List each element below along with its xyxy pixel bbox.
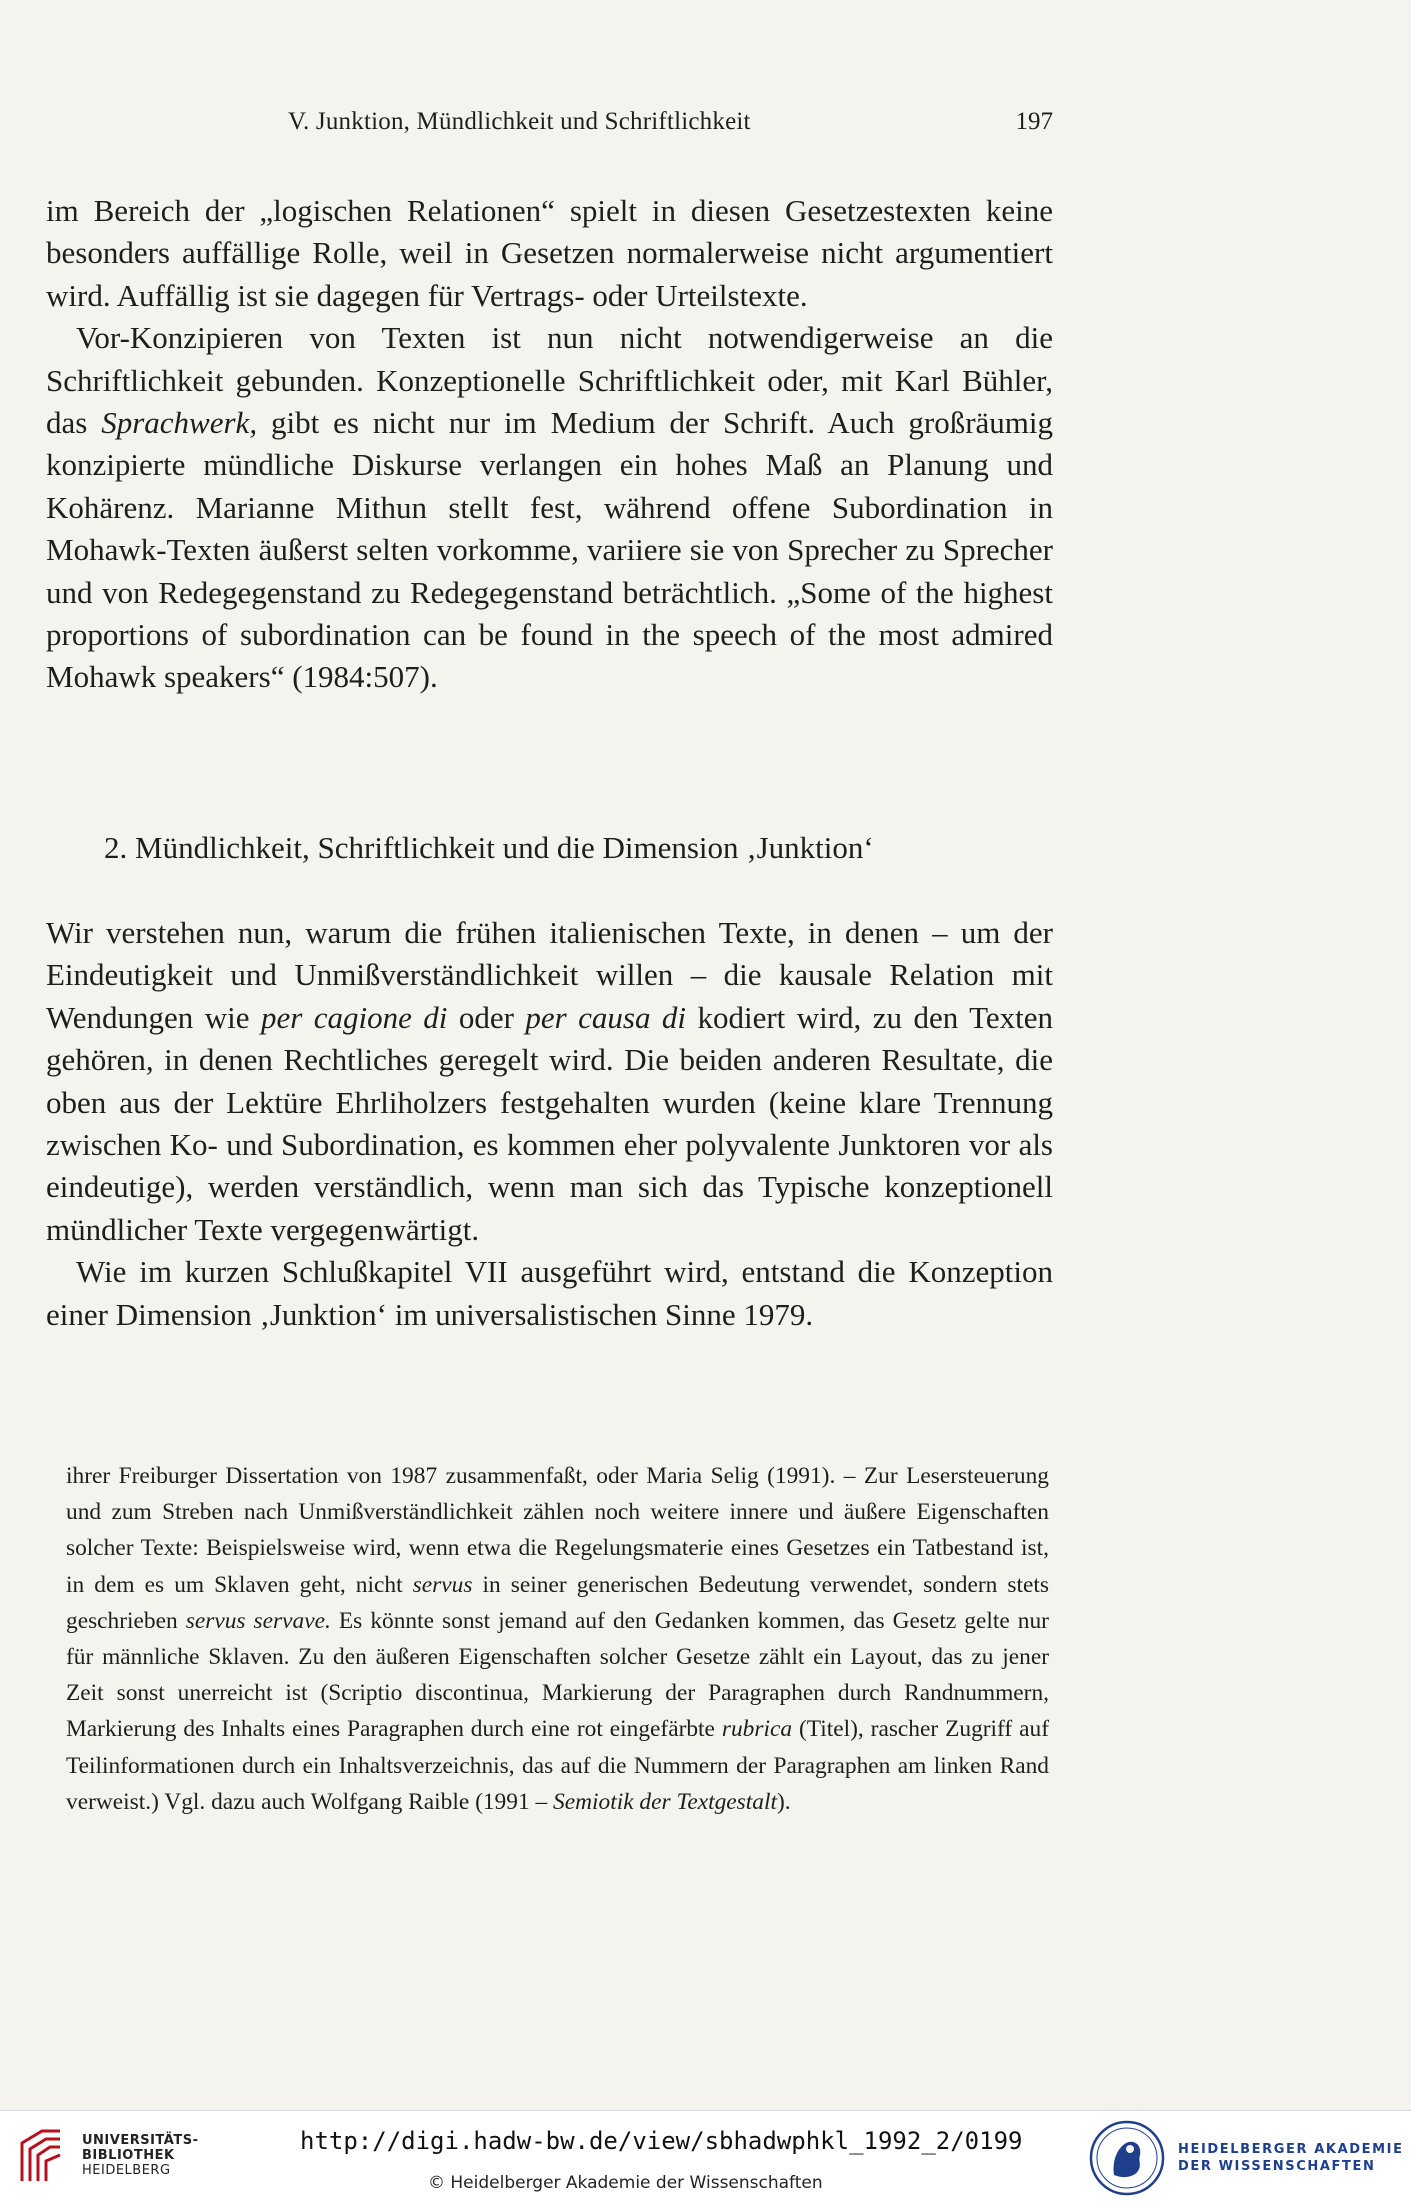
copyright-notice: © Heidelberger Akademie der Wissenschaften: [428, 2173, 823, 2193]
italic-term-sprachwerk: Sprachwerk,: [101, 405, 258, 441]
body-text-block-1: [46, 190, 1053, 699]
paragraph-3: Wir verstehen nun, warum die frühen italienischen Texte, in denen – um der Eindeutigkeit und Unmißverständlichkeit willen – die kausale Relation mit Wendungen wie per cagione di oder per causa di kodiert wird, zu den Texten gehören, in denen Rechtliches geregelt wird. Die beiden anderen Resultate, die oben aus der Lektüre Ehrliholzers festgehalten wurden (keine klare Trennung zwischen Ko- und Subordination, es kommen eher polyvalente Junktoren vor als eindeutige), werden verständlich, wenn man sich das Typische konzeptionell mündlicher Texte vergegenwärtigt.: [46, 915, 1053, 1247]
paragraph-1: im Bereich der „logischen Relationen“ spielt in diesen Gesetzestexten keine besonders auffällige Rolle, weil in Gesetzen normalerweise nicht argumentiert wird. Auffällig ist sie dagegen für Vertrags- oder Urteilstexte.: [46, 193, 1053, 313]
paragraph-4: Wie im kurzen Schlußkapitel VII ausgeführt wird, entstand die Konzeption einer Dimension ‚Junktion‘ im universalistischen Sinne 1979.: [46, 1254, 1053, 1332]
footer-bar: [0, 2110, 1411, 2206]
library-name: UNIVERSITÄTS- BIBLIOTHEK HEIDELBERG: [82, 2133, 199, 2178]
academy-seal-icon: [1088, 2119, 1166, 2197]
body-text-block-2: [46, 912, 1053, 1336]
running-title: V. Junktion, Mündlichkeit und Schriftlichkeit: [288, 108, 751, 135]
italic-title-semiotik: Semiotik der Textgestalt: [553, 1788, 777, 1815]
page-number: 197: [1015, 108, 1053, 135]
paragraph-2: Vor-Konzipieren von Texten ist nun nicht notwendigerweise an die Schriftlichkeit gebunden. Konzeptionelle Schriftlichkeit oder, mit Karl Bühler, das Sprachwerk, gibt es nicht nur im Medium der Schrift. Auch großräumig konzipierte mündliche Diskurse verlangen ein hohes Maß an Planung und Kohärenz. Marianne Mithun stellt fest, während offene Subordination in Mohawk-Texten äußerst selten vorkomme, variiere sie von Sprecher zu Sprecher und von Redegegenstand zu Redegegenstand beträchtlich. „Some of the highest proportions of subordination can be found in the speech of the most admired Mohawk speakers“ (1984:507).: [46, 320, 1054, 695]
academy-name: HEIDELBERGER AKADEMIE DER WISSENSCHAFTEN: [1178, 2142, 1404, 2174]
running-header: [288, 108, 1053, 148]
italic-term-servus-servave: servus servave.: [185, 1607, 331, 1634]
permalink-url[interactable]: http://digi.hadw-bw.de/view/sbhadwphkl_1992_2/0199: [300, 2127, 1023, 2155]
section-heading: 2. Mündlichkeit, Schriftlichkeit und die Dimension ‚Junktion‘: [104, 830, 874, 865]
footnote-text: ihrer Freiburger Dissertation von 1987 zusammenfaßt, oder Maria Selig (1991). – Zur Lesersteuerung und zum Streben nach Unmißverständlichkeit zählen noch weitere innere und äußere Eigenschaften solcher Texte: Beispielsweise wird, wenn etwa die Regelungsmaterie eines Gesetzes ein Tatbestand ist, in dem es um Sklaven geht, nicht servus in seiner generischen Bedeutung verwendet, sondern stets geschrieben servus servave. Es könnte sonst jemand auf den Gedanken kommen, das Gesetz gelte nur für männliche Sklaven. Zu den äußeren Eigenschaften solcher Gesetze zählt ein Layout, das zu jener Zeit sonst unerreicht ist (Scriptio discontinua, Markierung der Paragraphen durch Randnummern, Markierung des Inhalts eines Paragraphen durch eine rot eingefärbte rubrica (Titel), rascher Zugriff auf Teilinformationen durch ein Inhaltsverzeichnis, das auf die Nummern der Paragraphen am linken Rand verweist.) Vgl. dazu auch Wolfgang Raible (1991 – Semiotik der Textgestalt).: [66, 1463, 1049, 1815]
university-library-logo-icon: [16, 2125, 66, 2187]
italic-term-servus: servus: [412, 1571, 473, 1598]
italic-term-per-causa-di: per causa di: [525, 999, 687, 1035]
italic-term-per-cagione-di: per cagione di: [260, 999, 448, 1035]
footnote: [66, 1458, 1049, 1820]
italic-term-rubrica: rubrica: [721, 1716, 793, 1743]
